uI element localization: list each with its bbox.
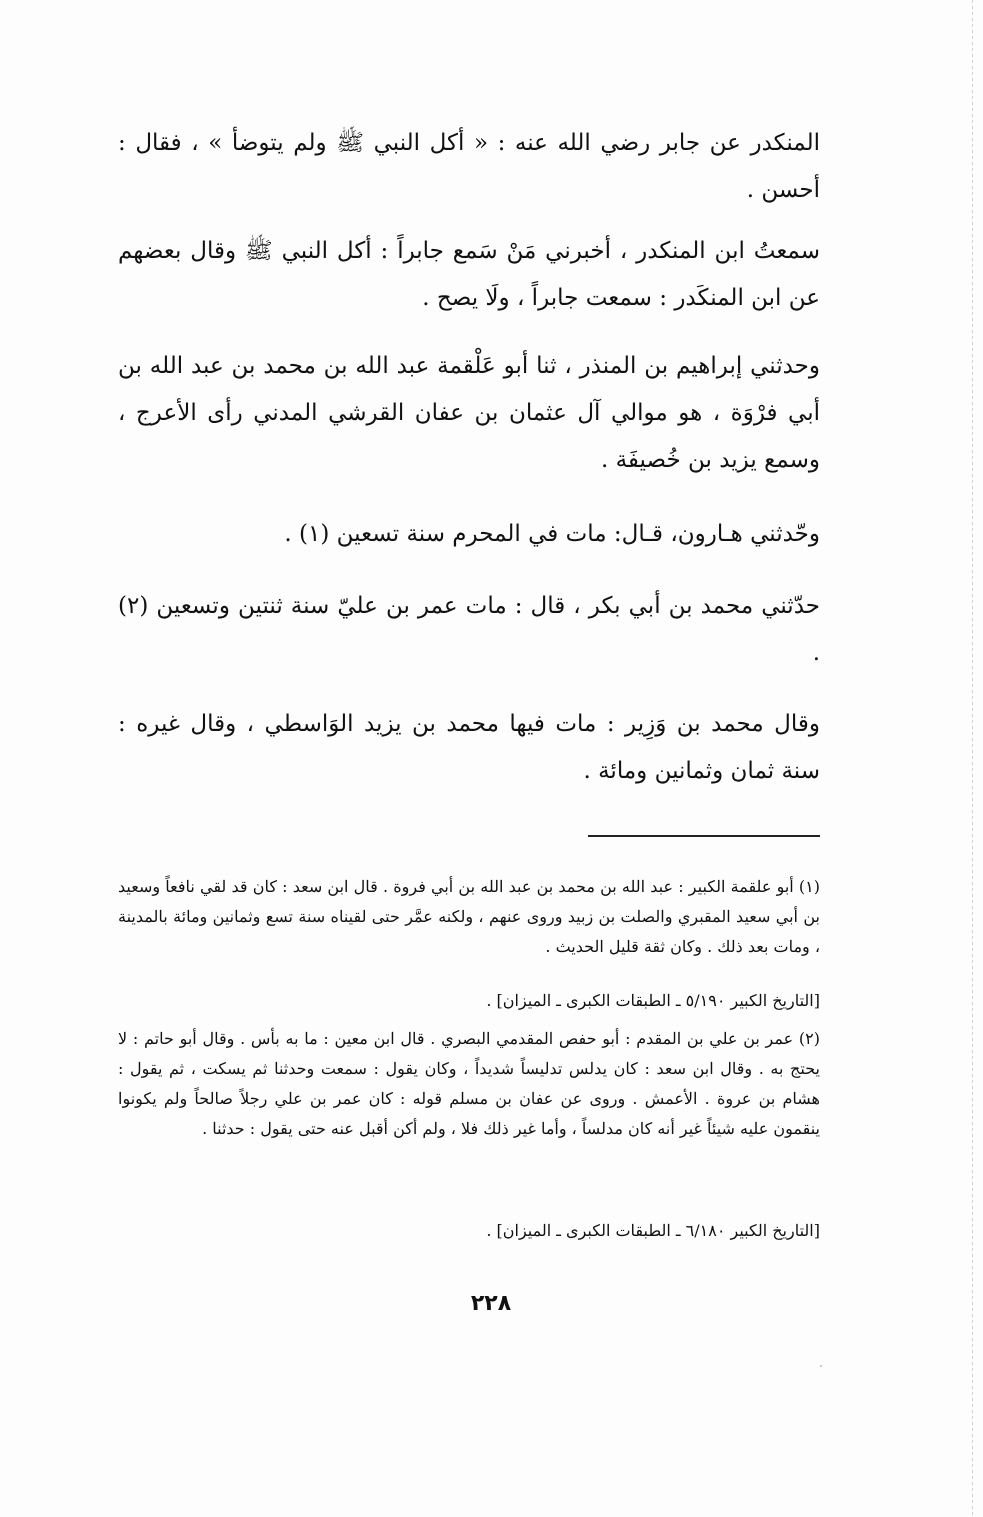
paragraph-1-block xyxy=(118,120,820,214)
scan-edge-line xyxy=(972,0,973,1517)
footnote-1: (١) أبو علقمة الكبير : عبد الله بن محمد بن عبد الله بن أبي فروة . قال ابن سعد : كان قد لقي نافعاً وسعيد بن أبي سعيد المقبري والصلت بن زبيد وروى عنهم ، ولكنه عمَّر حتى لقيناه سنة تسع وثمانين ومائة بالمدينة ، ومات بعد ذلك . وكان ثقة قليل الحديث . xyxy=(118,877,820,956)
paragraph-3: وحدثني إبراهيم بن المنذر ، ثنا أبو عَلْقمة عبد الله بن محمد بن عبد الله بن أبي فرْوَة ، هو موالي آل عثمان بن عفان القرشي المدني رأى الأعرج ، وسمع يزيد بن خُصيفَة . xyxy=(118,353,820,473)
scan-speck xyxy=(820,1365,822,1367)
paragraph-4-block xyxy=(118,511,820,558)
footnote-2: (٢) عمر بن علي بن المقدم : أبو حفص المقدمي البصري . قال ابن معين : ما به بأس . وقال أبو حاتم : لا يحتج به . وقال ابن سعد : كان يدلس تدليساً شديداً ، وكان يقول : سمعت وحدثنا ثم يسكت ، ثم يقول : هشام بن عروة . الأعمش . وروى عن عفان بن مسلم قوله : كان عمر بن علي رجلاً صالحاً ولم يكونوا ينقمون عليه شيئاً غير أنه كان مدلساً ، وأما غير ذلك فلا ، ولم أكن أقبل عنه حتى يقول : حدثنا . xyxy=(118,1029,820,1138)
footnote-2-reference: [التاريخ الكبير ٦/١٨٠ ـ الطبقات الكبرى ـ الميزان] . xyxy=(486,1221,820,1240)
page-number: ٢٢٨ xyxy=(470,1291,512,1316)
paragraph-6: وقال محمد بن وَزِير : مات فيها محمد بن يزيد الوَاسطي ، وقال غيره : سنة ثمان وثمانين ومائة . xyxy=(118,711,820,784)
paragraph-1: المنكدر عن جابر رضي الله عنه : « أكل النبي ﷺ ولم يتوضأ » ، فقال : أحسن . xyxy=(118,130,820,203)
paragraph-5-block xyxy=(118,583,820,677)
footnote-1-reference: [التاريخ الكبير ٥/١٩٠ ـ الطبقات الكبرى ـ الميزان] . xyxy=(486,991,820,1010)
paragraph-2: سمعتُ ابن المنكدر ، أخبرني مَنْ سَمع جابراً : أكل النبي ﷺ وقال بعضهم عن ابن المنكَدر : سمعت جابراً ، ولَا يصح . xyxy=(118,238,820,311)
paragraph-2-block xyxy=(118,228,820,322)
paragraph-3-block xyxy=(118,343,820,484)
paragraph-6-block xyxy=(118,701,820,795)
paragraph-4: وحّدثني هـارون، قـال: مات في المحرم سنة تسعين (١) . xyxy=(284,521,820,547)
footnote-separator xyxy=(588,835,820,837)
paragraph-5: حدّثني محمد بن أبي بكر ، قال : مات عمر بن عليّ سنة ثنتين وتسعين (٢) . xyxy=(118,593,820,666)
